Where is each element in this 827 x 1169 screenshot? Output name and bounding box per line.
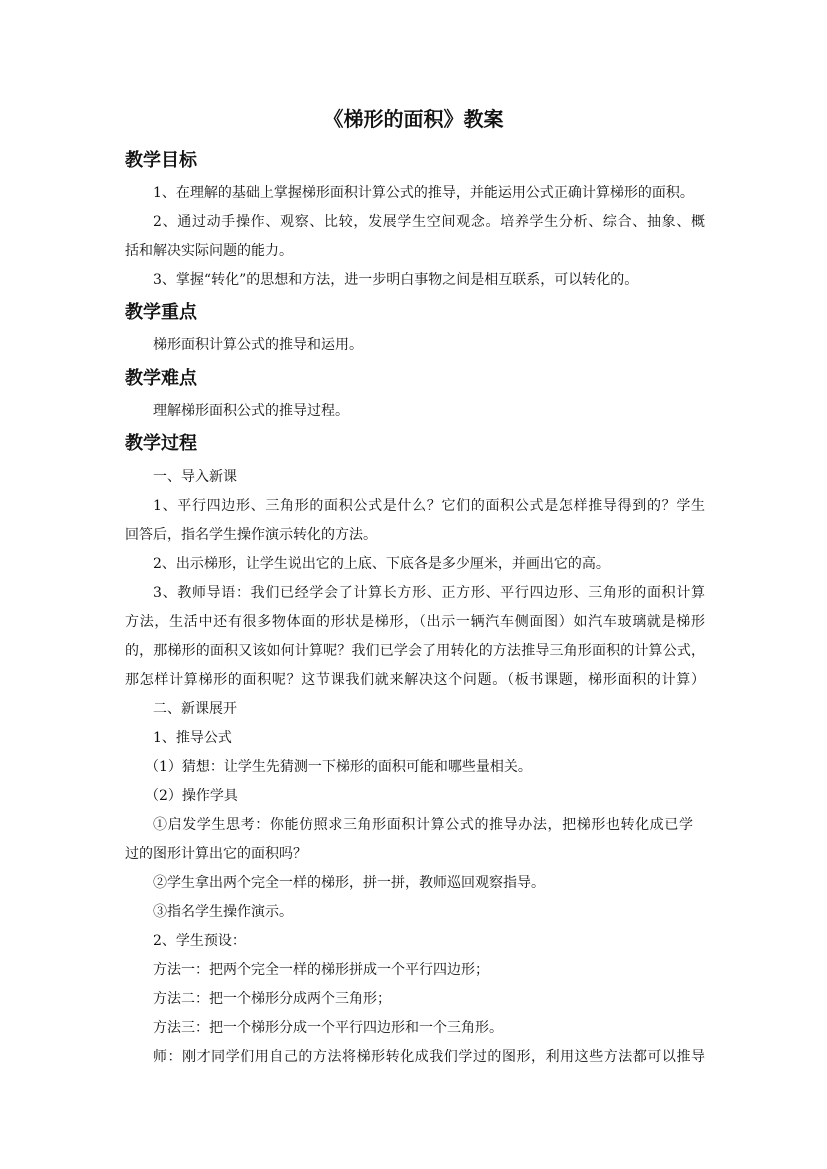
goal-item-3: 3、掌握“转化”的思想和方法，进一步明白事物之间是相互联系，可以转化的。 — [153, 272, 639, 288]
heading-difficulty: 教学难点 — [125, 368, 197, 389]
process-line: 方法二：把一个梯形分成两个三角形； — [153, 991, 391, 1007]
process-line: 2、出示梯形，让学生说出它的上底、下底各是多少厘米，并画出它的高。 — [153, 556, 610, 572]
process-line: 3、教师导语：我们已经学会了计算长方形、正方形、平行四边形、三角形的面积计算 — [153, 585, 705, 601]
process-line: 1、平行四边形、三角形的面积公式是什么？它们的面积公式是怎样推导得到的？学生 — [153, 498, 705, 514]
process-line: 2、学生预设： — [153, 933, 246, 949]
goal-item-2a: 2、通过动手操作、观察、比较，发展学生空间观念。培养学生分析、综合、抽象、概 — [153, 214, 705, 230]
process-line: 一、导入新课 — [153, 469, 237, 485]
heading-key: 教学重点 — [125, 302, 197, 323]
process-line: 方法，生活中还有很多物体面的形状是梯形，（出示一辆汽车侧面图）如汽车玻璃就是梯形 — [125, 614, 705, 630]
document-title: 《梯形的面积》教案 — [323, 107, 504, 131]
goal-item-2b: 括和解决实际问题的能力。 — [125, 243, 293, 259]
process-line: 1、推导公式 — [153, 730, 232, 746]
process-line: 二、新课展开 — [153, 701, 237, 717]
process-line: 方法一：把两个完全一样的梯形拼成一个平行四边形； — [153, 962, 489, 978]
process-line: 那怎样计算梯形的面积呢？这节课我们就来解决这个问题。（板书课题，梯形面积的计算） — [125, 672, 705, 688]
process-line: ①启发学生思考：你能仿照求三角形面积计算公式的推导办法，把梯形也转化成已学 — [153, 817, 693, 833]
key-text: 梯形面积计算公式的推导和运用。 — [153, 337, 363, 353]
process-line: 的，那梯形的面积又该如何计算呢？我们已学会了用转化的方法推导三角形面积的计算公式， — [125, 643, 705, 659]
process-line: （1）猜想：让学生先猜测一下梯形的面积可能和哪些量相关。 — [145, 759, 532, 775]
process-line: 回答后，指名学生操作演示转化的方法。 — [125, 527, 377, 543]
heading-goals: 教学目标 — [125, 150, 197, 171]
process-line: ③指名学生操作演示。 — [153, 904, 293, 920]
process-line: （2）操作学具 — [145, 788, 238, 804]
process-line: 过的图形计算出它的面积吗？ — [125, 846, 307, 862]
process-line: 师：刚才同学们用自己的方法将梯形转化成我们学过的图形，利用这些方法都可以推导 — [153, 1049, 705, 1065]
difficulty-text: 理解梯形面积公式的推导过程。 — [153, 403, 349, 419]
process-line: ②学生拿出两个完全一样的梯形，拼一拼，教师巡回观察指导。 — [153, 875, 545, 891]
process-line: 方法三：把一个梯形分成一个平行四边形和一个三角形。 — [153, 1020, 503, 1036]
heading-process: 教学过程 — [125, 433, 197, 454]
goal-item-1: 1、在理解的基础上掌握梯形面积计算公式的推导，并能运用公式正确计算梯形的面积。 — [153, 185, 694, 201]
